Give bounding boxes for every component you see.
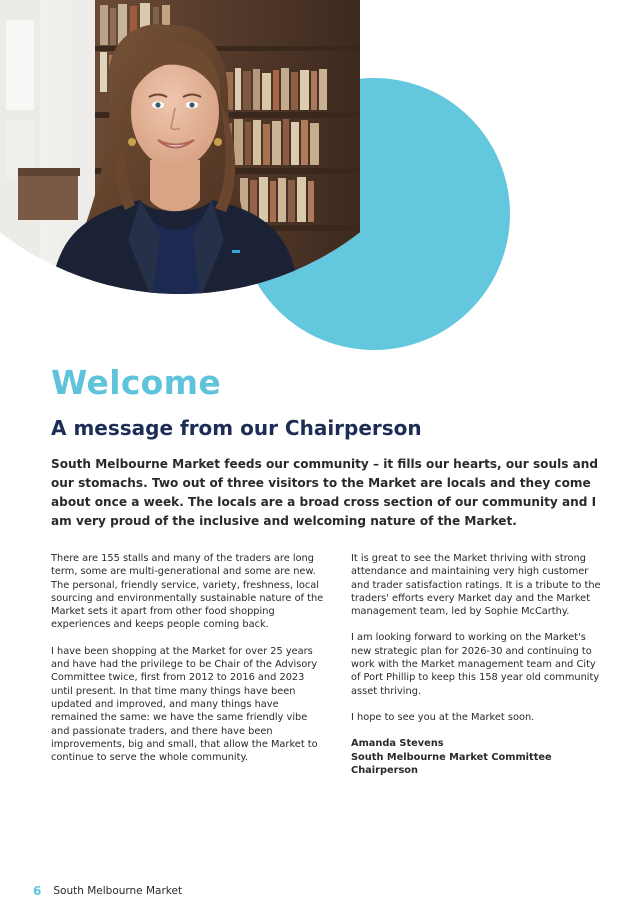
page-subtitle: A message from our Chairperson bbox=[51, 416, 422, 440]
page-title: Welcome bbox=[51, 363, 222, 402]
portrait-illustration bbox=[0, 0, 360, 294]
page-number: 6 bbox=[33, 884, 42, 898]
publication-name: South Melbourne Market bbox=[53, 885, 183, 897]
signature-name: Amanda Stevens bbox=[351, 738, 444, 750]
body-column-left bbox=[51, 552, 327, 777]
lead-paragraph: South Melbourne Market feeds our community – it fills our hearts, our souls and our stomachs. Two out of three visitors to the Market are locals and they come about once a week. The locals are a broad cross section of our community and I am very proud of the inclusive and welcoming nature of the Market. bbox=[51, 457, 599, 528]
signature-role: Chairperson bbox=[351, 764, 418, 776]
signature-block bbox=[351, 737, 603, 777]
body-paragraph: I hope to see you at the Market soon. bbox=[351, 711, 535, 723]
body-paragraph: I am looking forward to working on the Market's new strategic plan for 2026-30 and continuing to work with the Market management team and City of Port Phillip to keep this 158 year old community asset thriving. bbox=[351, 632, 600, 697]
body-column-right bbox=[351, 552, 603, 777]
body-paragraph: I have been shopping at the Market for over 25 years and have had the privilege to be Chair of the Advisory Committee twice, first from 2012 to 2016 and 2023 until present. In that time many things have been updated and improved, and many things have remained the same: we have the same friendly vibe and passionate traders, and there have been improvements, big and small, that allow the Market to continue to serve the whole community. bbox=[51, 645, 318, 764]
body-paragraph: It is great to see the Market thriving with strong attendance and maintaining very high customer and trader satisfaction ratings. It is a tribute to the traders' efforts every Market day and the Market management team, led by Sophie McCarthy. bbox=[351, 553, 601, 618]
body-paragraph: There are 155 stalls and many of the traders are long term, some are multi-generational and some are new. The personal, friendly service, variety, freshness, local sourcing and environmentally sustainable nature of the Market sets it apart from other food shopping experiences and keeps people coming back. bbox=[51, 553, 324, 631]
hero-graphic bbox=[0, 0, 638, 360]
signature-organisation: South Melbourne Market Committee bbox=[351, 751, 552, 763]
page-footer bbox=[33, 881, 182, 901]
